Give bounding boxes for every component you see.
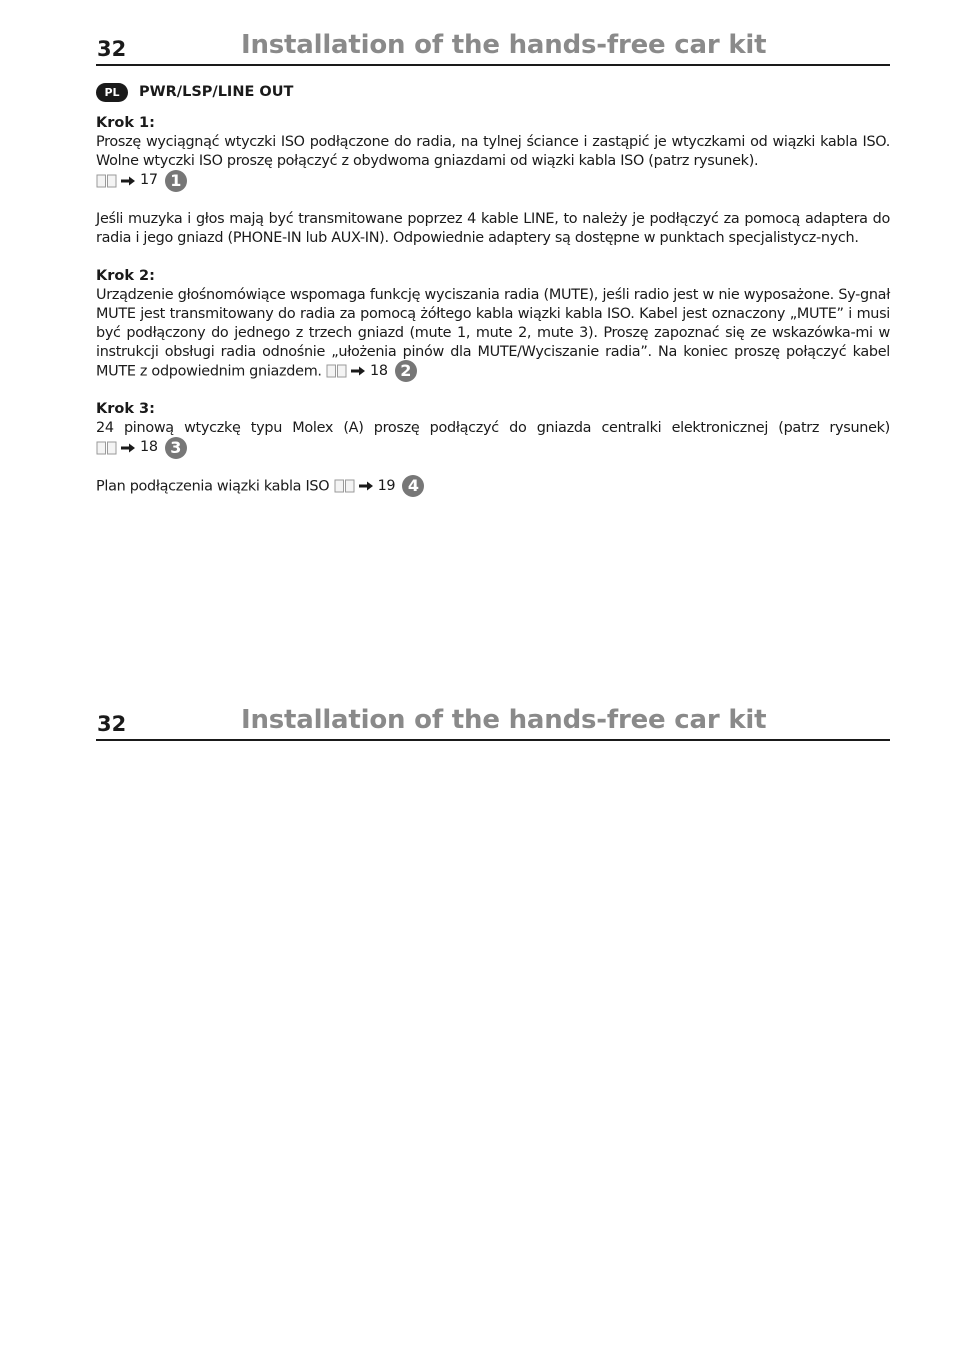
figure-reference	[334, 477, 425, 496]
figure-number-badge: 2	[395, 360, 417, 382]
page-title: Installation of the hands-free car kit	[241, 705, 767, 735]
figure-reference	[326, 362, 417, 381]
section-title: PWR/LSP/LINE OUT	[139, 84, 294, 100]
figure-number-badge: 4	[402, 475, 424, 497]
reference-page: 18	[369, 362, 388, 379]
figure-number-badge: 3	[165, 437, 187, 459]
step-text: Jeśli muzyka i głos mają być transmitowane poprzez 4 kable LINE, to należy je podłączyć za pomocą adaptera do radia i jego gniazd (PHONE-IN lub AUX-IN). Odpowiednie adaptery są dostępne w punktach specjalistycz-nych.	[96, 210, 890, 246]
figure-reference	[96, 438, 187, 457]
step-paragraph	[96, 419, 890, 438]
book-icon	[326, 364, 347, 378]
book-icon	[96, 441, 117, 455]
page-number: 32	[97, 712, 127, 736]
step-text: Proszę wyciągnąć wtyczki ISO podłączone do radia, na tylnej ściance i zastąpić je wtyczkami od wiązki kabla ISO. Wolne wtyczki ISO proszę połączyć z obydwoma gniazdami od wiązki kabla ISO (patrz rysunek).	[96, 134, 890, 169]
arrow-right-icon	[121, 443, 135, 453]
reference-page: 18	[140, 439, 158, 455]
arrow-right-icon	[121, 176, 135, 186]
language-badge: PL	[96, 83, 128, 102]
step-text: Urządzenie głośnomówiące wspomaga funkcję wyciszania radia (MUTE), jeśli radio jest w nie wyposażone. Sy-gnał MUTE jest transmitowany do radia za pomocą żółtego kabla wiązki kabla ISO. Kabel jest oznaczony „MUTE” i musi być podłączony do jednego z trzech gniazd (mute 1, mute 2, mute 3). Proszę zapoznać się ze wskazówka-mi w instrukcji obsługi radia odnośnie „ułożenia pinów dla MUTE/Wyciszanie radia”. Na koniec proszę połączyć kabel MUTE z odpowiednim gniazdem.	[96, 286, 890, 379]
reference-page: 17	[140, 172, 158, 188]
line-out-paragraph	[96, 210, 890, 248]
arrow-right-icon	[351, 366, 365, 376]
page-header	[96, 30, 890, 66]
step-paragraph	[96, 133, 890, 171]
step-text: Plan podłączenia wiązki kabla ISO	[96, 478, 330, 494]
instructions-body	[96, 114, 890, 496]
book-icon	[334, 479, 355, 493]
page-header-repeat	[96, 705, 890, 741]
step-heading: Krok 3:	[96, 401, 155, 417]
arrow-right-icon	[359, 481, 373, 491]
step-heading: Krok 1:	[96, 115, 155, 131]
plan-paragraph	[96, 477, 890, 497]
reference-page: 19	[377, 477, 396, 494]
section-heading	[96, 82, 293, 102]
figure-reference	[96, 171, 187, 190]
figure-number-badge: 1	[165, 170, 187, 192]
step-text: 24 pinową wtyczkę typu Molex (A) proszę podłączyć do gniazda centralki elektronicznej (patrz rysunek)	[96, 420, 890, 436]
page-title: Installation of the hands-free car kit	[241, 30, 767, 60]
book-icon	[96, 174, 117, 188]
step-heading: Krok 2:	[96, 267, 155, 284]
page-number: 32	[97, 37, 127, 61]
step-paragraph	[96, 286, 890, 382]
